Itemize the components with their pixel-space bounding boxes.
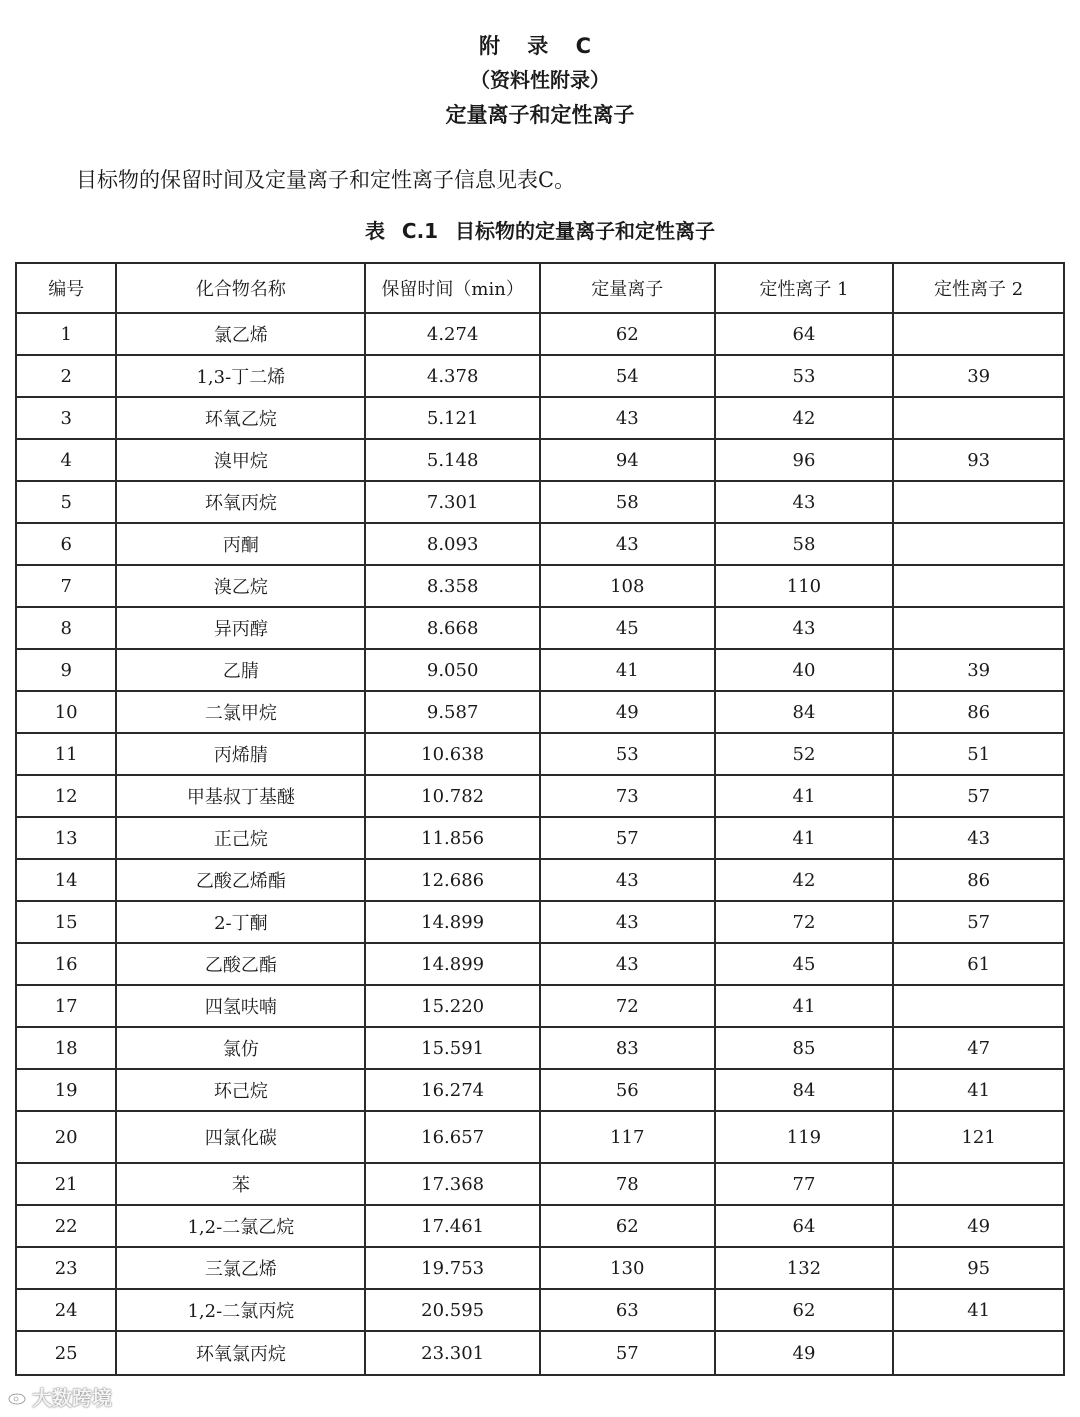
table-row — [16, 1111, 1064, 1163]
cell-compound-name: 异丙醇 — [116, 607, 365, 649]
cell-number: 13 — [16, 817, 116, 859]
cell-qual-ion-1: 45 — [715, 943, 894, 985]
cell-quant-ion: 43 — [540, 943, 715, 985]
cell-retention-time: 17.368 — [365, 1163, 540, 1205]
table-row — [16, 481, 1064, 523]
cell-number: 12 — [16, 775, 116, 817]
cell-retention-time: 5.121 — [365, 397, 540, 439]
table-row — [16, 1331, 1064, 1375]
table-row — [16, 439, 1064, 481]
cell-retention-time: 8.668 — [365, 607, 540, 649]
header-number: 编号 — [16, 263, 116, 313]
table-row — [16, 397, 1064, 439]
cell-retention-time: 4.378 — [365, 355, 540, 397]
cell-qual-ion-1: 72 — [715, 901, 894, 943]
table-row — [16, 1205, 1064, 1247]
cell-retention-time: 17.461 — [365, 1205, 540, 1247]
intro-paragraph: 目标物的保留时间及定量离子和定性离子信息见表C。 — [76, 168, 576, 192]
table-row — [16, 1027, 1064, 1069]
cell-number: 14 — [16, 859, 116, 901]
cell-number: 3 — [16, 397, 116, 439]
cell-compound-name: 四氢呋喃 — [116, 985, 365, 1027]
cell-qual-ion-1: 110 — [715, 565, 894, 607]
cell-quant-ion: 57 — [540, 1331, 715, 1375]
cell-qual-ion-1: 42 — [715, 397, 894, 439]
table-body — [16, 313, 1064, 1375]
cell-compound-name: 乙酸乙酯 — [116, 943, 365, 985]
cell-number: 4 — [16, 439, 116, 481]
cell-qual-ion-1: 96 — [715, 439, 894, 481]
weibo-icon — [8, 1389, 28, 1405]
table-row — [16, 901, 1064, 943]
cell-qual-ion-1: 85 — [715, 1027, 894, 1069]
cell-qual-ion-2: 57 — [893, 775, 1064, 817]
cell-retention-time: 19.753 — [365, 1247, 540, 1289]
cell-quant-ion: 73 — [540, 775, 715, 817]
cell-retention-time: 16.657 — [365, 1111, 540, 1163]
cell-qual-ion-2: 49 — [893, 1205, 1064, 1247]
cell-compound-name: 1,2-二氯乙烷 — [116, 1205, 365, 1247]
cell-qual-ion-1: 41 — [715, 985, 894, 1027]
cell-compound-name: 乙腈 — [116, 649, 365, 691]
cell-retention-time: 4.274 — [365, 313, 540, 355]
cell-retention-time: 15.220 — [365, 985, 540, 1027]
table-row — [16, 943, 1064, 985]
table-caption: 表 C.1 目标物的定量离子和定性离子 — [364, 219, 716, 243]
cell-qual-ion-2: 51 — [893, 733, 1064, 775]
cell-qual-ion-1: 41 — [715, 817, 894, 859]
table-row — [16, 775, 1064, 817]
table-row — [16, 649, 1064, 691]
table-row — [16, 523, 1064, 565]
cell-qual-ion-1: 119 — [715, 1111, 894, 1163]
cell-retention-time: 7.301 — [365, 481, 540, 523]
appendix-subtitle: （资料性附录） — [470, 68, 610, 92]
cell-retention-time: 5.148 — [365, 439, 540, 481]
cell-qual-ion-2: 57 — [893, 901, 1064, 943]
cell-number: 9 — [16, 649, 116, 691]
cell-compound-name: 氯仿 — [116, 1027, 365, 1069]
cell-compound-name: 苯 — [116, 1163, 365, 1205]
cell-number: 18 — [16, 1027, 116, 1069]
cell-compound-name: 环氧氯丙烷 — [116, 1331, 365, 1375]
cell-qual-ion-2: 86 — [893, 691, 1064, 733]
appendix-label: 附 录 C — [478, 34, 602, 58]
cell-number: 19 — [16, 1069, 116, 1111]
cell-compound-name: 溴甲烷 — [116, 439, 365, 481]
cell-number: 22 — [16, 1205, 116, 1247]
cell-qual-ion-2: 41 — [893, 1069, 1064, 1111]
table-row — [16, 1069, 1064, 1111]
cell-qual-ion-2 — [893, 1163, 1064, 1205]
cell-retention-time: 16.274 — [365, 1069, 540, 1111]
cell-retention-time: 11.856 — [365, 817, 540, 859]
cell-qual-ion-2 — [893, 1331, 1064, 1375]
cell-compound-name: 四氯化碳 — [116, 1111, 365, 1163]
table-header-row — [16, 263, 1064, 313]
cell-qual-ion-2 — [893, 397, 1064, 439]
cell-qual-ion-1: 43 — [715, 481, 894, 523]
cell-number: 15 — [16, 901, 116, 943]
cell-compound-name: 氯乙烯 — [116, 313, 365, 355]
cell-qual-ion-1: 77 — [715, 1163, 894, 1205]
cell-quant-ion: 57 — [540, 817, 715, 859]
table-row — [16, 313, 1064, 355]
cell-number: 16 — [16, 943, 116, 985]
cell-retention-time: 14.899 — [365, 943, 540, 985]
cell-compound-name: 甲基叔丁基醚 — [116, 775, 365, 817]
cell-quant-ion: 108 — [540, 565, 715, 607]
cell-compound-name: 1,2-二氯丙烷 — [116, 1289, 365, 1331]
cell-qual-ion-1: 64 — [715, 1205, 894, 1247]
cell-qual-ion-1: 41 — [715, 775, 894, 817]
cell-retention-time: 9.587 — [365, 691, 540, 733]
cell-qual-ion-1: 62 — [715, 1289, 894, 1331]
cell-quant-ion: 78 — [540, 1163, 715, 1205]
cell-retention-time: 9.050 — [365, 649, 540, 691]
cell-retention-time: 10.782 — [365, 775, 540, 817]
table-row — [16, 1289, 1064, 1331]
cell-number: 6 — [16, 523, 116, 565]
table-row — [16, 985, 1064, 1027]
cell-quant-ion: 53 — [540, 733, 715, 775]
cell-qual-ion-1: 49 — [715, 1331, 894, 1375]
cell-quant-ion: 130 — [540, 1247, 715, 1289]
cell-qual-ion-2: 95 — [893, 1247, 1064, 1289]
cell-compound-name: 2-丁酮 — [116, 901, 365, 943]
cell-qual-ion-2: 39 — [893, 649, 1064, 691]
cell-compound-name: 环氧丙烷 — [116, 481, 365, 523]
cell-number: 1 — [16, 313, 116, 355]
header-retention-time: 保留时间（min） — [365, 263, 540, 313]
cell-compound-name: 溴乙烷 — [116, 565, 365, 607]
cell-quant-ion: 62 — [540, 313, 715, 355]
cell-number: 24 — [16, 1289, 116, 1331]
table-row — [16, 691, 1064, 733]
cell-retention-time: 8.093 — [365, 523, 540, 565]
cell-retention-time: 10.638 — [365, 733, 540, 775]
table-row — [16, 733, 1064, 775]
cell-qual-ion-2: 93 — [893, 439, 1064, 481]
cell-quant-ion: 117 — [540, 1111, 715, 1163]
table-row — [16, 355, 1064, 397]
cell-qual-ion-1: 53 — [715, 355, 894, 397]
cell-retention-time: 20.595 — [365, 1289, 540, 1331]
table-row — [16, 607, 1064, 649]
cell-quant-ion: 54 — [540, 355, 715, 397]
cell-qual-ion-2: 39 — [893, 355, 1064, 397]
header-qual-ion-2: 定性离子 2 — [893, 263, 1064, 313]
table-row — [16, 1247, 1064, 1289]
cell-quant-ion: 72 — [540, 985, 715, 1027]
cell-qual-ion-1: 64 — [715, 313, 894, 355]
table-row — [16, 1163, 1064, 1205]
cell-compound-name: 丙酮 — [116, 523, 365, 565]
cell-quant-ion: 49 — [540, 691, 715, 733]
cell-number: 25 — [16, 1331, 116, 1375]
cell-qual-ion-2 — [893, 313, 1064, 355]
cell-compound-name: 乙酸乙烯酯 — [116, 859, 365, 901]
cell-qual-ion-1: 132 — [715, 1247, 894, 1289]
header-compound-name: 化合物名称 — [116, 263, 365, 313]
cell-qual-ion-1: 43 — [715, 607, 894, 649]
cell-number: 17 — [16, 985, 116, 1027]
cell-qual-ion-2: 43 — [893, 817, 1064, 859]
cell-quant-ion: 43 — [540, 859, 715, 901]
cell-quant-ion: 41 — [540, 649, 715, 691]
cell-qual-ion-1: 84 — [715, 1069, 894, 1111]
cell-quant-ion: 43 — [540, 397, 715, 439]
cell-quant-ion: 56 — [540, 1069, 715, 1111]
cell-qual-ion-1: 84 — [715, 691, 894, 733]
cell-compound-name: 三氯乙烯 — [116, 1247, 365, 1289]
header-quant-ion: 定量离子 — [540, 263, 715, 313]
cell-qual-ion-2: 47 — [893, 1027, 1064, 1069]
appendix-title: 定量离子和定性离子 — [445, 103, 635, 127]
cell-qual-ion-1: 40 — [715, 649, 894, 691]
cell-quant-ion: 63 — [540, 1289, 715, 1331]
cell-retention-time: 8.358 — [365, 565, 540, 607]
header-qual-ion-1: 定性离子 1 — [715, 263, 894, 313]
cell-qual-ion-2 — [893, 985, 1064, 1027]
cell-qual-ion-2: 41 — [893, 1289, 1064, 1331]
table-row — [16, 817, 1064, 859]
ions-table — [15, 262, 1065, 1376]
watermark-text: 大数跨境 — [32, 1386, 112, 1410]
table-row — [16, 859, 1064, 901]
cell-retention-time: 14.899 — [365, 901, 540, 943]
cell-compound-name: 1,3-丁二烯 — [116, 355, 365, 397]
cell-quant-ion: 43 — [540, 901, 715, 943]
cell-qual-ion-2 — [893, 565, 1064, 607]
cell-compound-name: 丙烯腈 — [116, 733, 365, 775]
cell-qual-ion-2 — [893, 523, 1064, 565]
cell-number: 20 — [16, 1111, 116, 1163]
cell-compound-name: 环己烷 — [116, 1069, 365, 1111]
cell-number: 23 — [16, 1247, 116, 1289]
cell-number: 10 — [16, 691, 116, 733]
cell-quant-ion: 45 — [540, 607, 715, 649]
table-row — [16, 565, 1064, 607]
cell-number: 8 — [16, 607, 116, 649]
cell-retention-time: 12.686 — [365, 859, 540, 901]
cell-qual-ion-2 — [893, 481, 1064, 523]
cell-quant-ion: 58 — [540, 481, 715, 523]
cell-qual-ion-1: 52 — [715, 733, 894, 775]
cell-number: 7 — [16, 565, 116, 607]
cell-retention-time: 23.301 — [365, 1331, 540, 1375]
cell-qual-ion-2 — [893, 607, 1064, 649]
cell-qual-ion-2: 61 — [893, 943, 1064, 985]
cell-qual-ion-2: 86 — [893, 859, 1064, 901]
cell-quant-ion: 94 — [540, 439, 715, 481]
cell-number: 11 — [16, 733, 116, 775]
cell-number: 5 — [16, 481, 116, 523]
cell-quant-ion: 83 — [540, 1027, 715, 1069]
cell-compound-name: 环氧乙烷 — [116, 397, 365, 439]
cell-quant-ion: 62 — [540, 1205, 715, 1247]
watermark — [8, 1382, 112, 1411]
cell-qual-ion-1: 42 — [715, 859, 894, 901]
cell-compound-name: 正己烷 — [116, 817, 365, 859]
cell-retention-time: 15.591 — [365, 1027, 540, 1069]
cell-qual-ion-1: 58 — [715, 523, 894, 565]
cell-qual-ion-2: 121 — [893, 1111, 1064, 1163]
cell-quant-ion: 43 — [540, 523, 715, 565]
cell-compound-name: 二氯甲烷 — [116, 691, 365, 733]
cell-number: 2 — [16, 355, 116, 397]
cell-number: 21 — [16, 1163, 116, 1205]
